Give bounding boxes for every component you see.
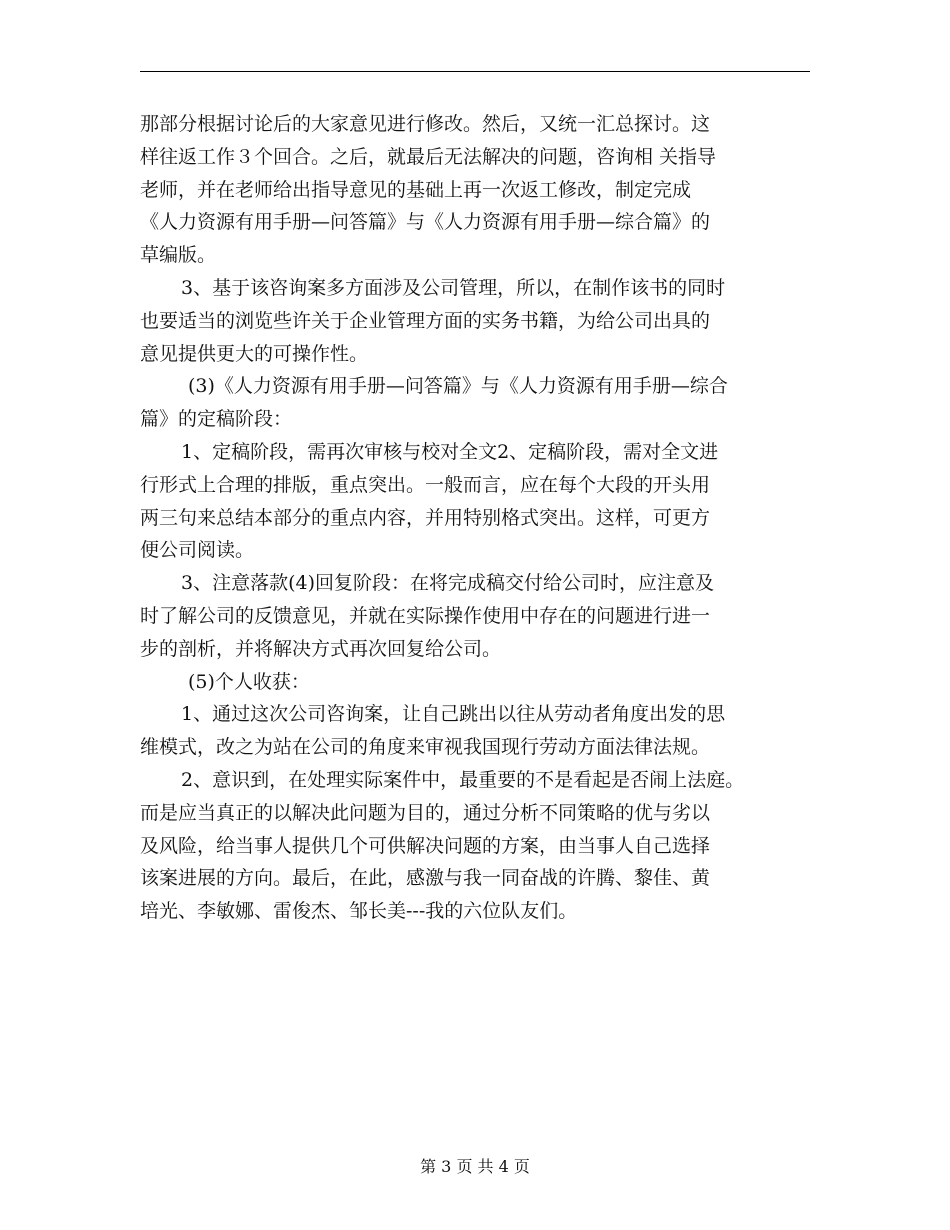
text-line: 也要适当的浏览些许关于企业管理方面的实务书籍，为给公司出具的 [140,309,711,332]
text-line: 3、基于该咨询案多方面涉及公司管理，所以，在制作该书的同时 [181,276,726,299]
text-line: 行形式上合理的排版，重点突出。一般而言，应在每个大段的开头用 [140,473,711,496]
text-line: 该案进展的方向。最后，在此，感激与我一同奋战的许腾、黎佳、黄 [140,867,711,890]
text-line: (5)个人收获： [188,670,310,693]
text-line: 维模式，改之为站在公司的角度来审视我国现行劳动方面法律法规。 [140,736,711,759]
text-line: 篇》的定稿阶段： [140,408,293,431]
text-line: 及风险，给当事人提供几个可供解决问题的方案，由当事人自己选择 [140,834,711,857]
text-line: 老师，并在老师给出指导意见的基础上再一次返工修改，制定完成 [140,178,692,201]
page-number-footer: 第 3 页 共 4 页 [420,1157,530,1176]
text-line: (3)《人力资源有用手册—问答篇》与《人力资源有用手册—综合 [188,375,728,398]
text-line: 3、注意落款(4)回复阶段：在将完成稿交付给公司时，应注意及 [181,572,715,595]
text-line: 两三句来总结本部分的重点内容，并用特别格式突出。这样，可更方 [140,506,711,529]
text-line: 培光、李敏娜、雷俊杰、邹长美---我的六位队友们。 [140,900,578,923]
text-line: 意见提供更大的可操作性。 [140,342,369,365]
text-line: 草编版。 [140,244,217,267]
text-line: 那部分根据讨论后的大家意见进行修改。然后，又统一汇总探讨。这 [140,113,711,135]
text-line: 便公司阅读。 [140,539,255,562]
text-line: 而是应当真正的以解决此问题为目的，通过分析不同策略的优与劣以 [140,801,711,824]
text-line: 《人力资源有用手册—问答篇》与《人力资源有用手册—综合篇》的 [140,211,711,234]
text-line: 步的剖析，并将解决方式再次回复给公司。 [140,637,502,660]
header-rule [140,71,810,72]
text-line: 1、通过这次公司咨询案，让自己跳出以往从劳动者角度出发的思 [181,703,726,726]
text-line: 1、定稿阶段，需再次审核与校对全文2、定稿阶段，需对全文进 [181,440,719,463]
body-text [140,108,820,928]
text-line: 样往返工作３个回合。之后，就最后无法解决的问题，咨询相 关指导 [140,145,717,168]
text-line: 时了解公司的反馈意见，并就在实际操作使用中存在的问题进行进一 [140,604,711,627]
text-line: 2、意识到，在处理实际案件中，最重要的不是看起是否闹上法庭。 [181,768,745,791]
